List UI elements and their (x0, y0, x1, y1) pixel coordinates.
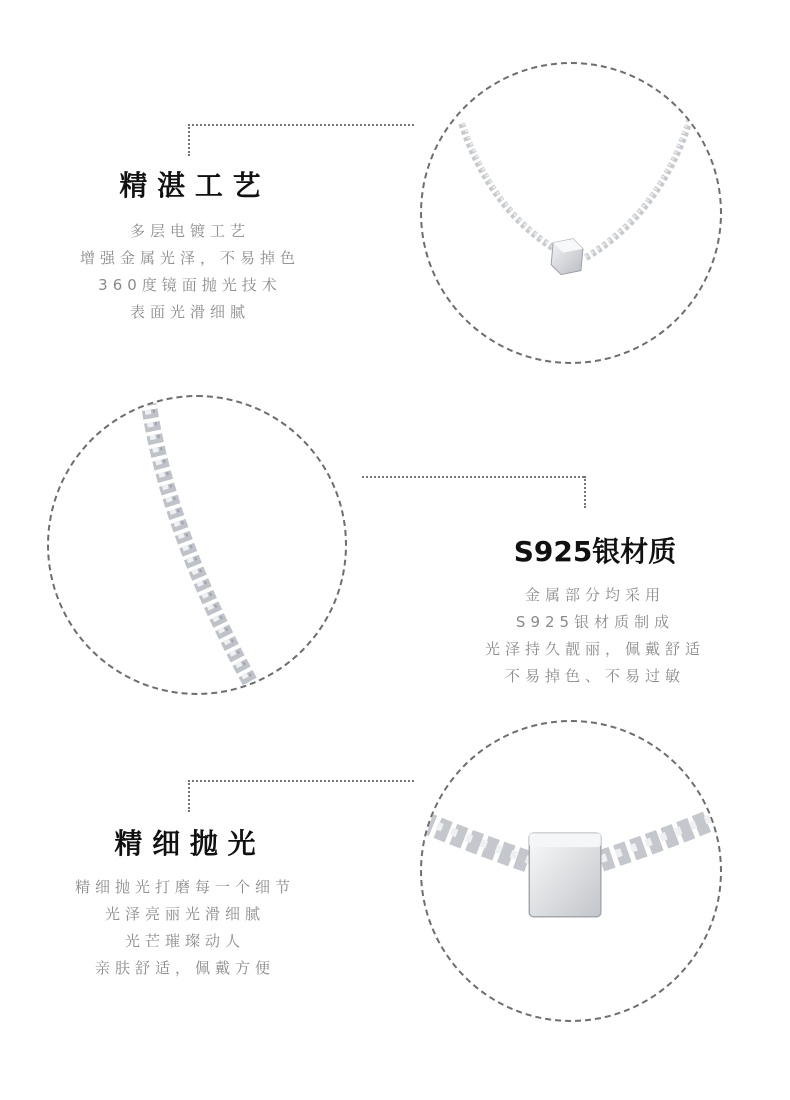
description-line: 光泽亮丽光滑细腻 (104, 905, 265, 923)
material-text (420, 532, 770, 690)
chain-links-illustration (49, 397, 345, 693)
chain-cube-illustration (422, 64, 720, 362)
description-line: 360度镜面抛光技术 (98, 276, 282, 294)
leader-line-h (362, 476, 584, 478)
product-image-cube-pendant (420, 720, 722, 1022)
leader-line-v (584, 476, 586, 508)
description-line: 亲肤舒适，佩戴方便 (94, 959, 275, 977)
description-line: S925银材质制成 (515, 613, 675, 631)
section-title: 精 细 抛 光 (114, 827, 256, 860)
description-line: 光芒璀璨动人 (124, 932, 245, 950)
section-title: 精 湛 工 艺 (119, 169, 261, 202)
craft-text (40, 166, 340, 326)
cube-pendant-illustration (422, 722, 720, 1020)
description-line: 不易掉色、不易过敏 (504, 667, 685, 685)
section-material (0, 370, 790, 710)
section-title: S925银材质 (513, 535, 677, 568)
description-line: 表面光滑细腻 (129, 303, 250, 321)
product-image-chain-links (47, 395, 347, 695)
description-line: 精细抛光打磨每一个细节 (74, 878, 295, 896)
description-line: 光泽持久靓丽，佩戴舒适 (484, 640, 705, 658)
description-line: 金属部分均采用 (524, 586, 665, 604)
description-line: 多层电镀工艺 (129, 222, 250, 240)
polish-text (30, 824, 340, 982)
description-line: 增强金属光泽，不易掉色 (79, 249, 300, 267)
product-image-chain-cube (420, 62, 722, 364)
section-polish (0, 710, 790, 1100)
leader-line-v (188, 124, 190, 156)
section-craft (0, 0, 790, 370)
leader-line-h (188, 780, 414, 782)
leader-line-h (188, 124, 414, 126)
leader-line-v (188, 780, 190, 812)
